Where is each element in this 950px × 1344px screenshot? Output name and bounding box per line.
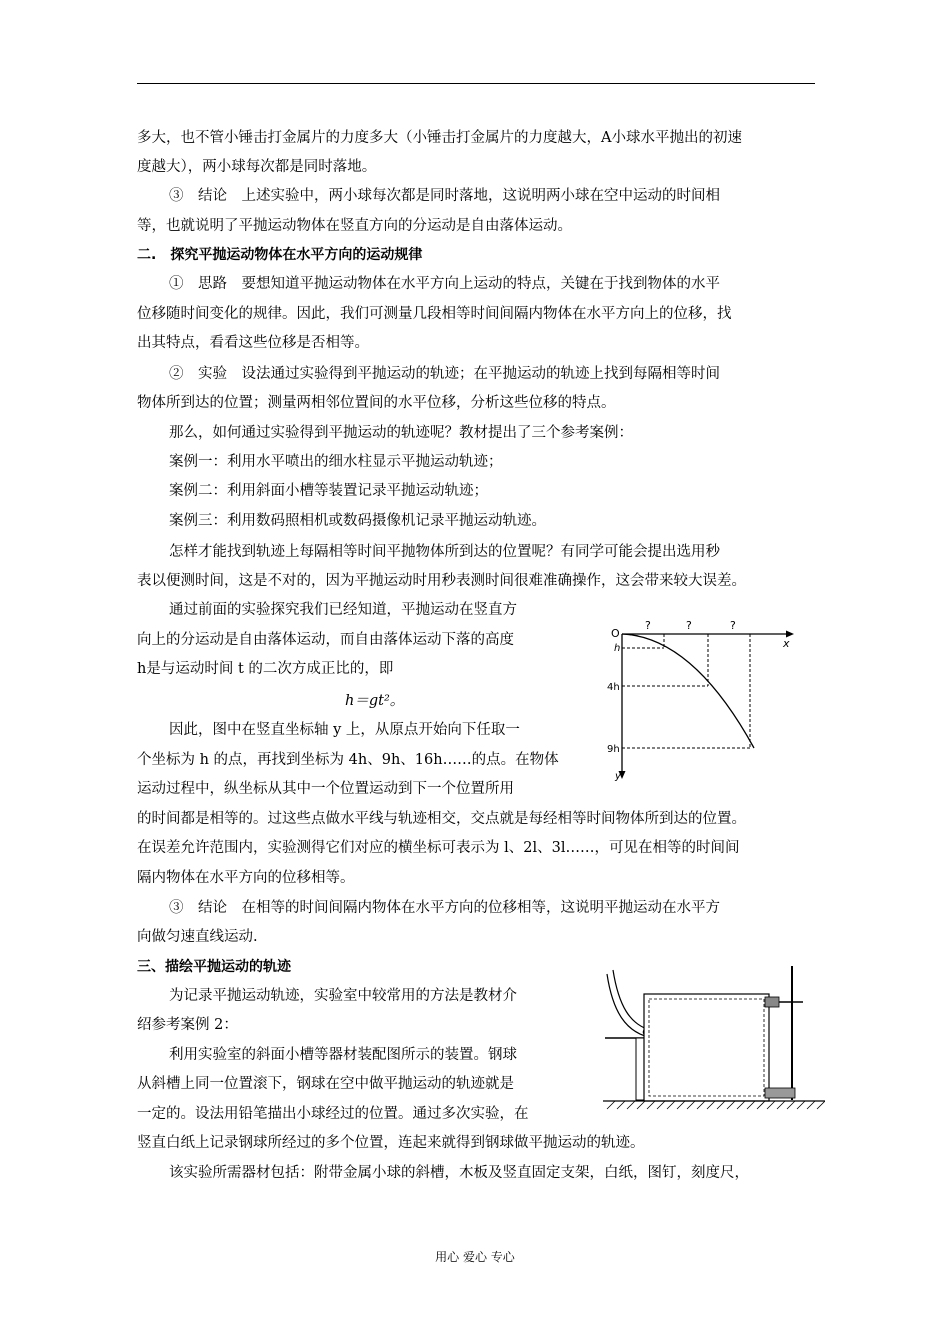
text-line: 竖直白纸上记录钢球所经过的多个位置，连起来就得到钢球做平抛运动的轨迹。 [137,1135,645,1151]
text-line: 那么，如何通过实验得到平抛运动的轨迹呢？教材提出了三个参考案例： [169,425,633,441]
text-line: 案例二：利用斜面小槽等装置记录平抛运动轨迹； [169,483,488,499]
text-line: 个坐标为 h 的点，再找到坐标为 4h、9h、16h……的点。在物体 [137,752,559,768]
question-mark: ? [686,619,692,632]
slope-groove [613,970,647,1029]
page-footer: 用心 爱心 专心 [435,1250,515,1264]
text-line: 多大，也不管小锤击打金属片的力度多大（小锤击打金属片的力度越大，A小球水平抛出的初速 [137,130,742,146]
text-line: 为记录平抛运动轨迹，实验室中较常用的方法是教材介 [169,988,517,1004]
text-line: 案例一：利用水平喷出的细水柱显示平抛运动轨迹； [169,454,503,470]
section-heading: 二. 探究平抛运动物体在水平方向的运动规律 [137,247,423,263]
text-line: 度越大），两小球每次都是同时落地。 [137,159,377,175]
text-line: 在误差允许范围内，实验测得它们对应的横坐标可表示为 l、2l、3l……，可见在相等的时间间 [137,840,740,856]
text-line: ③ 结论 在相等的时间间隔内物体在水平方向的位移相等，这说明平抛运动在水平方 [169,900,720,916]
text-line: ① 思路 要想知道平抛运动物体在水平方向上运动的特点，关键在于找到物体的水平 [169,276,720,292]
clamp [765,1088,795,1098]
table-leg [636,1038,644,1100]
y-tick-label: 4h [607,682,620,693]
parabola-trajectory [622,634,754,748]
question-mark: ? [645,619,651,632]
text-line: 因此，图中在竖直坐标轴 y 上，从原点开始向下任取一 [169,722,520,738]
text-line: 的时间都是相等的。过这些点做水平线与轨迹相交，交点就是每经相等时间物体所到达的位置。 [137,811,746,827]
text-line: 怎样才能找到轨迹上每隔相等时间平抛物体所到达的位置呢？有同学可能会提出选用秒 [169,544,720,560]
text-line: 案例三：利用数码照相机或数码摄像机记录平抛运动轨迹。 [169,513,546,529]
clamp [765,997,779,1007]
text-line: 出其特点，看看这些位移是否相等。 [137,335,369,351]
text-line: 位移随时间变化的规律。因此，我们可测量几段相等时间间隔内物体在水平方向上的位移，找 [137,306,732,322]
text-line: h是与运动时间 t 的二次方成正比的，即 [137,661,394,677]
board [644,994,769,1101]
text-line: 隔内物体在水平方向的位移相等。 [137,870,355,886]
question-mark: ? [730,619,736,632]
text-line: 从斜槽上同一位置滚下，钢球在空中做平抛运动的轨迹就是 [137,1076,514,1092]
text-line: ③ 结论 上述实验中，两小球每次都是同时落地，这说明两小球在空中运动的时间相 [169,188,720,204]
text-line: 利用实验室的斜面小槽等器材装配图所示的装置。钢球 [169,1047,517,1063]
text-line: 等，也就说明了平抛运动物体在竖直方向的分运动是自由落体运动。 [137,218,572,234]
x-axis-label: x [783,637,790,650]
text-line: 物体所到达的位置；测量两相邻位置间的水平位移，分析这些位移的特点。 [137,395,616,411]
text-line: ② 实验 设法通过实验得到平抛运动的轨迹；在平抛运动的轨迹上找到每隔相等时间 [169,366,720,382]
slope-groove [607,974,645,1036]
text-line: 运动过程中，纵坐标从其中一个位置运动到下一个位置所用 [137,781,514,797]
text-line: 通过前面的实验探究我们已经知道，平抛运动在竖直方 [169,602,517,618]
text-line: 绍参考案例 2： [137,1017,238,1033]
ground-hatch [607,1101,825,1109]
section-heading: 三、描绘平抛运动的轨迹 [137,959,291,975]
text-line: 表以便测时间，这是不对的，因为平抛运动时用秒表测时间很难准确操作，这会带来较大误差。 [137,573,746,589]
y-tick-label: h [614,643,621,654]
y-tick-label: 9h [607,744,620,755]
header-rule [137,83,815,84]
text-line: 该实验所需器材包括：附带金属小球的斜槽，木板及竖直固定支架，白纸，图钉，刻度尺， [169,1165,749,1181]
text-line: 一定的。设法用铅笔描出小球经过的位置。通过多次实验，在 [137,1106,529,1122]
text-line: 向上的分运动是自由落体运动，而自由落体运动下落的高度 [137,632,514,648]
text-line: 向做匀速直线运动. [137,929,258,945]
origin-label: O [611,627,620,640]
projectile-coordinate-figure [605,612,805,787]
apparatus-figure [603,960,825,1110]
y-axis-label: y [615,771,621,782]
formula: h＝gt²。 [345,693,405,709]
